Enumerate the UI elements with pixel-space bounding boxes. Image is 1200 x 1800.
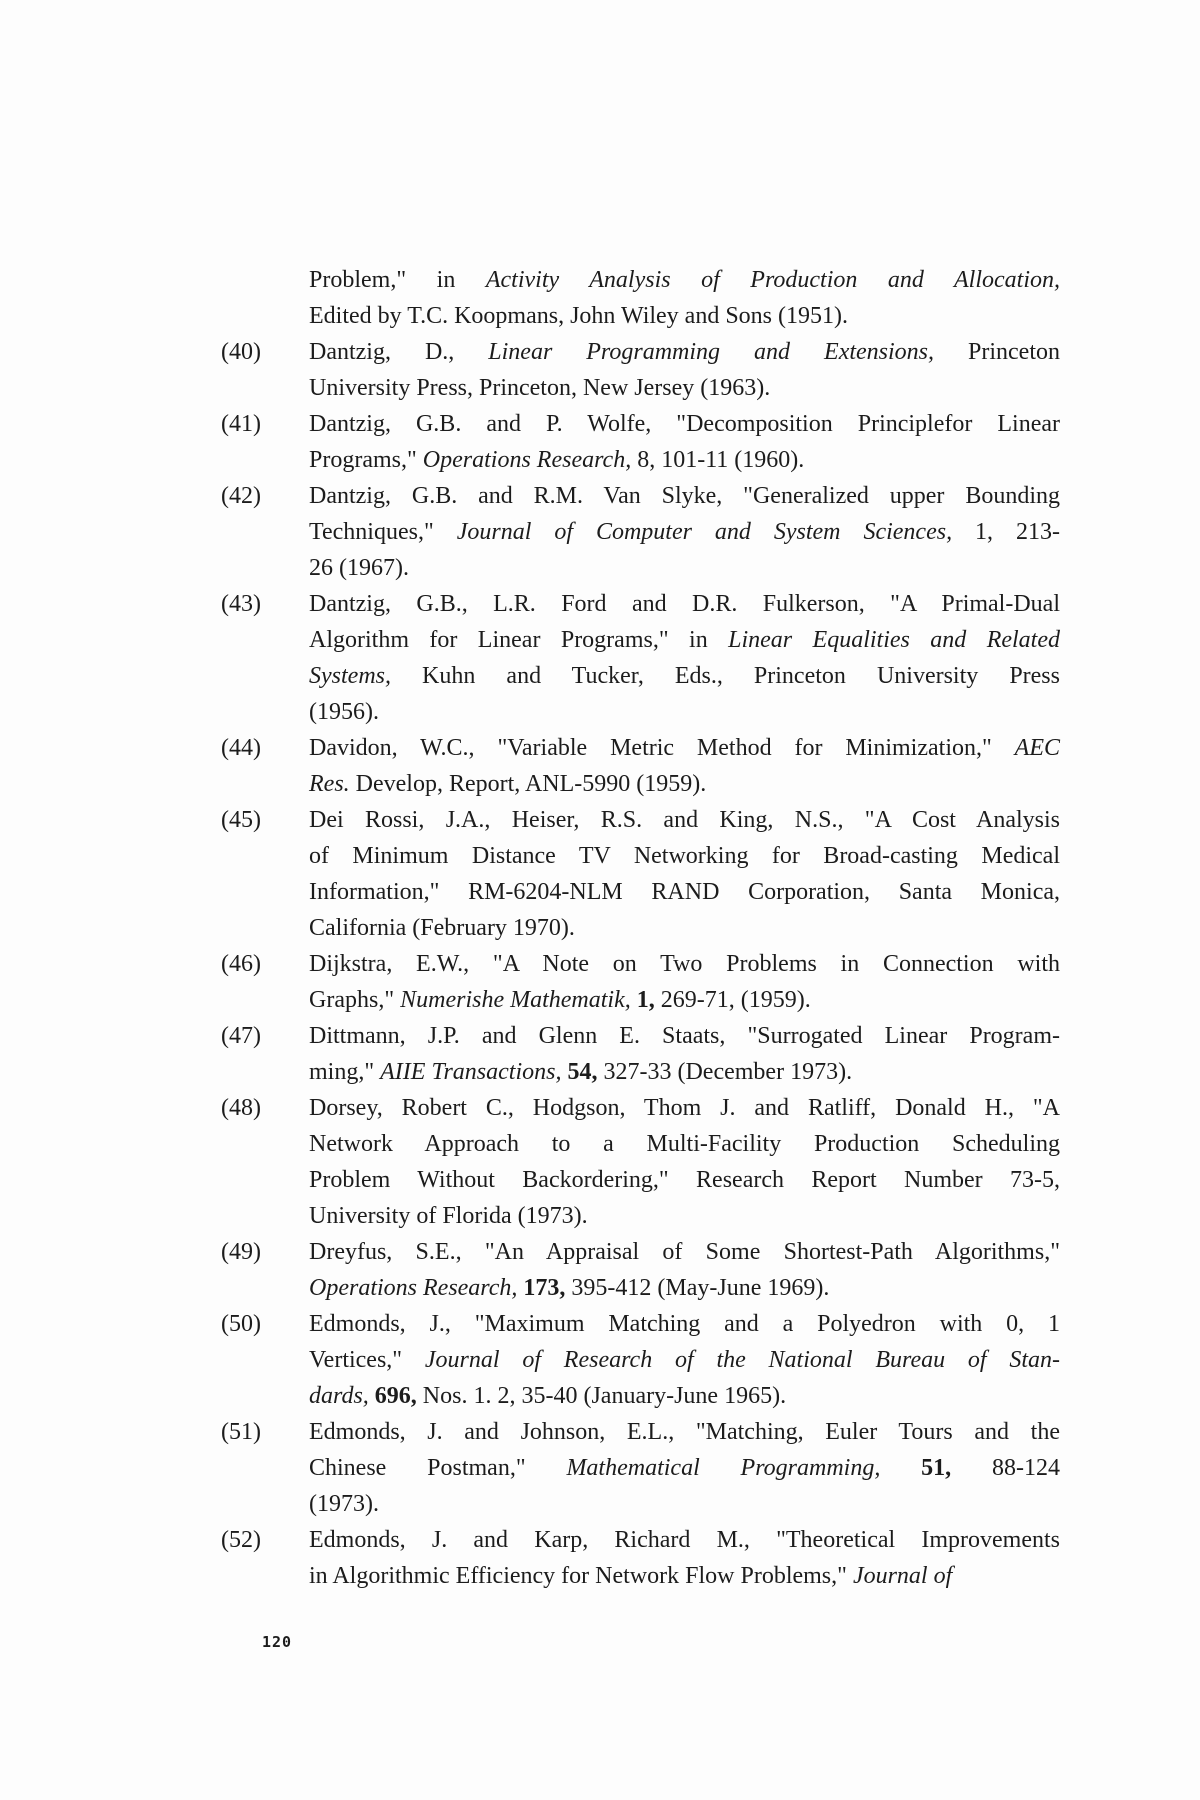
reference-number: (45): [221, 807, 261, 833]
reference-line: [309, 586, 1060, 622]
reference-line: [309, 658, 1060, 694]
text-run: Dantzig, G.B. and P. Wolfe, "Decomposition Principlefor Linear: [309, 411, 1060, 437]
text-run: University Press, Princeton, New Jersey (1963).: [309, 375, 771, 401]
text-run: Graphs,": [309, 987, 401, 1013]
italic-text: Linear Programming and Extensions,: [488, 339, 935, 365]
text-run: Edmonds, J., "Maximum Matching and a Polyedron with 0, 1: [309, 1311, 1060, 1337]
reference-line: [309, 1486, 1060, 1522]
reference-entry: [221, 1018, 1060, 1090]
reference-text: [309, 478, 1060, 586]
italic-text: Journal of: [852, 1563, 953, 1589]
reference-line: [309, 1018, 1060, 1054]
text-run: 395-412 (May-June 1969).: [565, 1275, 830, 1301]
reference-text: [309, 730, 1060, 802]
reference-line: [309, 622, 1060, 658]
text-run: Dantzig, G.B. and R.M. Van Slyke, "Generalized upper Bounding: [309, 483, 1060, 509]
reference-number: (46): [221, 951, 261, 977]
text-run: Techniques,": [309, 519, 457, 545]
reference-text: [309, 1234, 1060, 1306]
reference-line: [309, 1414, 1060, 1450]
reference-number: (40): [221, 339, 261, 365]
text-run: University of Florida (1973).: [309, 1203, 588, 1229]
italic-text: Res.: [309, 771, 350, 797]
reference-line: [309, 1090, 1060, 1126]
reference-number: (44): [221, 735, 261, 761]
reference-line: [309, 334, 1060, 370]
reference-line: [309, 1306, 1060, 1342]
text-run: Network Approach to a Multi-Facility Production Scheduling: [309, 1131, 1060, 1157]
reference-entry: [221, 334, 1060, 406]
reference-line: [309, 982, 1060, 1018]
italic-text: Journal of Computer and System Sciences,: [456, 519, 953, 545]
reference-text: [309, 1414, 1060, 1522]
italic-text: dards,: [309, 1383, 369, 1409]
reference-entry: [221, 1522, 1060, 1594]
text-run: Programs,": [309, 447, 423, 473]
reference-line: [309, 298, 1060, 334]
reference-text: [309, 802, 1060, 946]
bold-text: 51,: [921, 1455, 952, 1481]
italic-text: Operations Research,: [422, 447, 632, 473]
italic-text: AIIE Transactions,: [380, 1059, 562, 1085]
reference-text: [309, 586, 1060, 730]
reference-line: [309, 694, 1060, 730]
reference-entry: [221, 478, 1060, 586]
text-run: California (February 1970).: [309, 915, 575, 941]
reference-line: [309, 1450, 1060, 1486]
text-run: Kuhn and Tucker, Eds., Princeton University Press: [390, 663, 1060, 689]
reference-entry: [221, 802, 1060, 946]
text-run: Dei Rossi, J.A., Heiser, R.S. and King, N.S., "A Cost Analysis: [309, 807, 1060, 833]
reference-text: [309, 946, 1060, 1018]
text-run: (1956).: [309, 699, 379, 725]
text-run: Edited by T.C. Koopmans, John Wiley and Sons (1951).: [309, 303, 849, 329]
text-run: Chinese Postman,": [309, 1455, 567, 1481]
reference-entry: [221, 586, 1060, 730]
reference-line: [309, 946, 1060, 982]
text-run: ming,": [309, 1059, 381, 1085]
reference-entry: [221, 1306, 1061, 1414]
page-number: 120: [262, 1633, 293, 1651]
reference-text: [309, 1018, 1060, 1090]
reference-line: [309, 766, 1060, 802]
reference-line: [309, 1342, 1060, 1378]
reference-line: [309, 1558, 1060, 1594]
reference-number: (41): [221, 411, 261, 437]
reference-line: [309, 262, 1060, 298]
reference-line: [309, 550, 1060, 586]
text-run: Edmonds, J. and Johnson, E.L., "Matching, Euler Tours and the: [309, 1419, 1060, 1445]
reference-entry: [221, 946, 1060, 1018]
reference-entry: [221, 1234, 1060, 1306]
reference-line: [309, 910, 1060, 946]
text-run: 26 (1967).: [309, 555, 409, 581]
reference-number: (43): [221, 591, 261, 617]
reference-entry: [221, 1090, 1060, 1234]
text-run: 1, 213-: [952, 519, 1060, 545]
text-run: Dijkstra, E.W., "A Note on Two Problems in Connection with: [309, 951, 1060, 977]
text-run: Dorsey, Robert C., Hodgson, Thom J. and Ratliff, Donald H., "A: [309, 1095, 1060, 1121]
italic-text: Systems,: [309, 663, 391, 689]
italic-text: Linear Equalities and Related: [728, 627, 1060, 653]
reference-line: [309, 1198, 1060, 1234]
bold-text: 696,: [374, 1383, 417, 1409]
text-run: Nos. 1. 2, 35-40 (January-June 1965).: [416, 1383, 787, 1409]
reference-text: [309, 406, 1060, 478]
reference-line: [309, 1270, 1060, 1306]
text-run: 269-71, (1959).: [654, 987, 811, 1013]
reference-list: [221, 262, 1061, 1594]
reference-number: (51): [221, 1419, 261, 1445]
text-run: Dantzig, D.,: [309, 339, 489, 365]
text-run: of Minimum Distance TV Networking for Broad-casting Medical: [309, 843, 1060, 869]
reference-number: (52): [221, 1527, 261, 1553]
reference-entry: [265, 262, 1060, 334]
reference-text: [309, 1090, 1060, 1234]
reference-line: [309, 1162, 1060, 1198]
reference-text: [309, 262, 1060, 334]
bold-text: 1,: [636, 987, 655, 1013]
text-run: [880, 1455, 921, 1481]
text-run: Dreyfus, S.E., "An Appraisal of Some Shortest-Path Algorithms,": [309, 1239, 1060, 1265]
italic-text: Mathematical Programming,: [566, 1455, 881, 1481]
text-run: Davidon, W.C., "Variable Metric Method for Minimization,": [309, 735, 1015, 761]
text-run: Edmonds, J. and Karp, Richard M., "Theoretical Improvements: [309, 1527, 1060, 1553]
reference-line: [309, 478, 1060, 514]
text-run: Problem Without Backordering," Research Report Number 73-5,: [309, 1167, 1060, 1193]
reference-line: [309, 1234, 1060, 1270]
text-run: 327-33 (December 1973).: [597, 1059, 853, 1085]
italic-text: Activity Analysis of Production and Allocation,: [485, 267, 1061, 293]
reference-text: [309, 1522, 1060, 1594]
reference-line: [309, 370, 1060, 406]
text-run: 8, 101-11 (1960).: [631, 447, 805, 473]
reference-entry: [221, 406, 1060, 478]
text-run: Algorithm for Linear Programs," in: [309, 627, 729, 653]
reference-line: [309, 730, 1060, 766]
text-run: Problem," in: [309, 267, 486, 293]
reference-number: (47): [221, 1023, 261, 1049]
reference-number: (42): [221, 483, 261, 509]
reference-entry: [221, 1414, 1060, 1522]
reference-text: [309, 1306, 1060, 1414]
italic-text: Operations Research,: [309, 1275, 518, 1301]
text-run: (1973).: [309, 1491, 379, 1517]
reference-line: [309, 1054, 1060, 1090]
reference-number: (49): [221, 1239, 261, 1265]
text-run: Dantzig, G.B., L.R. Ford and D.R. Fulkerson, "A Primal-Dual: [309, 591, 1060, 617]
text-run: 88-124: [951, 1455, 1060, 1481]
text-run: Dittmann, J.P. and Glenn E. Staats, "Surrogated Linear Program-: [309, 1023, 1060, 1049]
reference-line: [309, 1126, 1060, 1162]
reference-line: [309, 802, 1060, 838]
bold-text: 54,: [567, 1059, 598, 1085]
reference-line: [309, 406, 1060, 442]
text-run: Vertices,": [309, 1347, 425, 1373]
reference-line: [309, 442, 1060, 478]
text-run: Information," RM-6204-NLM RAND Corporation, Santa Monica,: [309, 879, 1060, 905]
italic-text: Journal of Research of the National Bureau of Stan-: [424, 1347, 1061, 1373]
reference-line: [309, 514, 1060, 550]
italic-text: AEC: [1014, 735, 1060, 761]
text-run: Develop, Report, ANL-5990 (1959).: [349, 771, 707, 797]
reference-entry: [221, 730, 1060, 802]
reference-text: [309, 334, 1060, 406]
reference-number: (48): [221, 1095, 261, 1121]
italic-text: Numerishe Mathematik,: [400, 987, 631, 1013]
reference-line: [309, 1522, 1060, 1558]
bold-text: 173,: [523, 1275, 566, 1301]
text-run: in Algorithmic Efficiency for Network Flow Problems,": [309, 1563, 853, 1589]
reference-line: [309, 1378, 1060, 1414]
text-run: Princeton: [934, 339, 1060, 365]
reference-line: [309, 838, 1060, 874]
reference-number: (50): [221, 1311, 261, 1337]
reference-line: [309, 874, 1060, 910]
